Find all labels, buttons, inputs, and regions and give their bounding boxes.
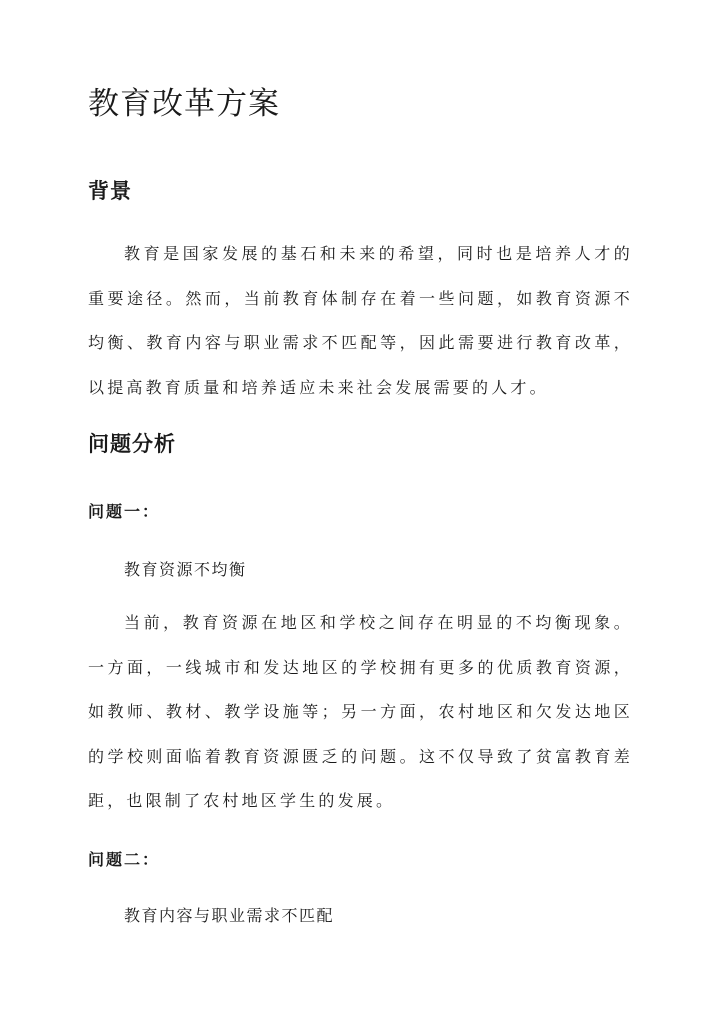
background-paragraph: 教育是国家发展的基石和未来的希望，同时也是培养人才的重要途径。然而，当前教育体制存在着一些问题，如教育资源不均衡、教育内容与职业需求不匹配等，因此需要进行教育改革，以提高教育质量和培养适应未来社会发展需要的人才。 xyxy=(88,244,633,397)
section-heading-problem-analysis: 问题分析 xyxy=(88,431,176,456)
issue-one-label: 问题一： xyxy=(88,502,161,521)
issue-two-label: 问题二： xyxy=(88,850,161,869)
section-heading-background: 背景 xyxy=(88,178,132,203)
document-title: 教育改革方案 xyxy=(88,86,280,122)
issue-one-paragraph: 当前，教育资源在地区和学校之间存在明显的不均衡现象。一方面，一线城市和发达地区的学校拥有更多的优质教育资源，如教师、教材、教学设施等；另一方面，农村地区和欠发达地区的学校则面临着教育资源匮乏的问题。这不仅导致了贫富教育差距，也限制了农村地区学生的发展。 xyxy=(88,613,633,810)
issue-one-subtitle: 教育资源不均衡 xyxy=(124,560,247,579)
issue-two-subtitle: 教育内容与职业需求不匹配 xyxy=(124,906,335,925)
